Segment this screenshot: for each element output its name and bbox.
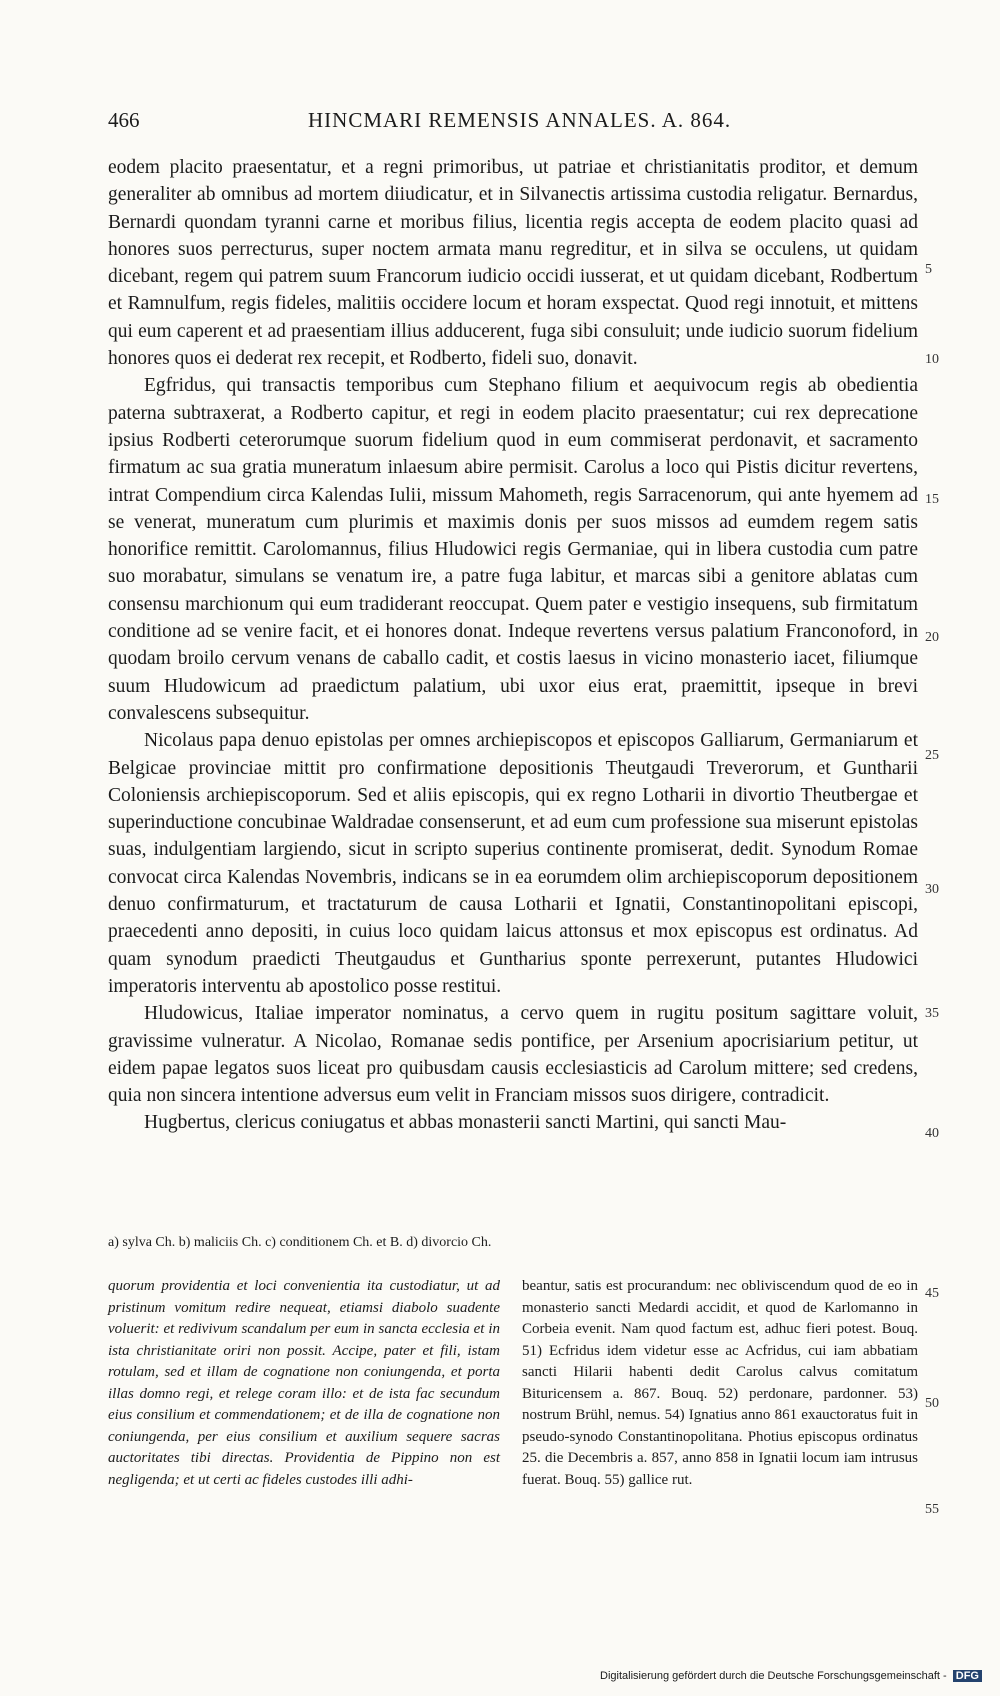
line-number: 15 (925, 492, 939, 507)
line-number: 10 (925, 352, 939, 367)
paragraph-4: Hludowicus, Italiae imperator nominatus, a cervo quem in rugitu positum sagittare voluit, gravissime vulneratur. A Nicolao, Romanae sedis pontifice, per Arsenium apocrisiarium petitur, ut eidem papae legatos suos liceat pro quibusdam causis ecclesiasticis ad Carolum mittere; sed credens, quia non sincera intentione adversus eum velit in Franciam missos suos dirigere, contradicit. (108, 1003, 918, 1107)
line-number: 50 (925, 1396, 939, 1411)
paragraph-1: eodem placito praesentatur, et a regni primoribus, ut patriae et christianitatis proditor, et demum generaliter ab omnibus ad mortem diiudicatur, et in Silvanectis artissima custodia religatur. Bernardus, Bernardi quondam tyranni carne et moribus filius, licentia regis accepta de eodem placito quasi ad honores suos perrecturus, super noctem armata manu regreditur, et in silva se occulens, ut quidam dicebant, regem qui patrem suum Francorum iudicio occidi iusserat, et ut quidam dicebant, Rodbertum et Ramnulfum, regis fideles, malitiis occidere locum et horam exspectat. Quod regi innotuit, et mittens qui eum caperent et ad praesentiam illius adducerent, fuga sibi consuluit; unde iudicio suorum fidelium honores quos ei dederat rex recepit, et Rodberto, fideli suo, donavit. (108, 157, 918, 370)
line-number: 25 (925, 748, 939, 763)
dfg-logo: DFG (953, 1670, 982, 1682)
note-text-right: beantur, satis est procurandum: nec obliviscendum quod de eo in monasterio sancti Medardi accidit, et quod de Karlomanno in Corbeia evenit. Nam quod factum est, adhuc fieri potest. Bouq. 51) Ecfridus idem videtur esse ac Acfridus, cui iam abbatiam sancti Hilarii habenti dedit Carolus calvus comitatum Bituricensem a. 867. Bouq. 52) perdonare, pardonner. 53) nostrum Brühl, nemus. 54) Ignatius anno 861 exauctoratus fuit in pseudo-synodo Constantinopolitana. Photius episcopus ordinatus 25. die Decembris a. 857, anno 858 in Ignatii locum iam intrusus fuerat. Bouq. 55) gallice rut. (522, 1278, 918, 1488)
running-header (108, 108, 918, 138)
variant-notes: a) sylva Ch. b) maliciis Ch. c) conditionem Ch. et B. d) divorcio Ch. (108, 1235, 492, 1250)
paragraph-5: Hugbertus, clericus coniugatus et abbas monasterii sancti Martini, qui sancti Mau- (144, 1112, 787, 1134)
running-title: HINCMARI REMENSIS ANNALES. A. 864. (308, 108, 732, 132)
line-number: 55 (925, 1502, 939, 1517)
notes-left-column (108, 1276, 500, 1491)
footer-credit-text: Digitalisierung gefördert durch die Deutsche Forschungsgemeinschaft - (600, 1670, 947, 1682)
line-number: 20 (925, 630, 939, 645)
paragraph-2: Egfridus, qui transactis temporibus cum Stephano filium et aequivocum regis ab obedientia paterna subtraxerat, a Rodberto capitur, et regi in eodem placito praesentatur; cui rex deprecatione ipsius Rodberti ceterorumque suorum fidelium quod in eum commiserat perdonavit, et sacramento firmatum ac sua gratia muneratum inlaesum abire permisit. Carolus a loco qui Pistis dicitur revertens, intrat Compendium circa Kalendas Iulii, missum Mahometh, regis Sarracenorum, qui ante hyemem ad se venerat, muneratum cum plurimis et maximis donis per suos missos ad eumdem regem satis honorifice remittit. Carolomannus, filius Hludowici regis Germaniae, qui in libera custodia cum patre suo morabatur, simulans se venatum ire, a patre fuga labitur, et marcas sibi a genitore ablatas cum consensu marchionum qui eum tradiderant reoccupat. Quem pater e vestigio insequens, sub firmitatum conditione ad se venire facit, et ei honores donat. Indeque revertens versus palatium Franconoford, in quodam broilo cervum venans de caballo cadit, et costis laesus in vicino monasterio iacet, filiumque suum Hludowicum ad praedictum palatium, ubi uxor eius erat, praemittit, ipseque in brevi convalescens subsequitur. (108, 375, 918, 724)
line-number: 45 (925, 1286, 939, 1301)
footer-credit (600, 1670, 982, 1682)
main-text (108, 154, 918, 1137)
line-number: 40 (925, 1126, 939, 1141)
page-number: 466 (108, 108, 140, 132)
line-number: 30 (925, 882, 939, 897)
line-number: 5 (925, 262, 932, 277)
paragraph-3: Nicolaus papa denuo epistolas per omnes archiepiscopos et episcopos Galliarum, Germaniarum et Belgicae provinciae mittit pro confirmatione depositionis Theutgaudi Treverorum, et Guntharii Coloniensis archiepiscoporum. Sed et aliis episcopis, qui ex regno Lotharii in divortio Theutbergae et superinductione concubinae Waldradae consenserunt, et ad eum cum professione sua miserunt epistolas suas, indulgentiam largiendo, sicut in scripto superius continente promiserat, dedit. Synodum Romae convocat circa Kalendas Novembris, indicans se in ea eorumdem olim archiepiscoporum depositionem denuo confirmaturum, et tractaturum de causa Lotharii et Ignatii, Constantinopolitani episcopi, praecedenti anno depositi, in cuius loco quidam laicus attonsus et mox episcopus est ordinatus. Ad quam synodum praedicti Theutgaudus et Guntharius sponte perrexerunt, putantes Hludowici imperatoris interventu ab apostolico posse restitui. (108, 730, 918, 997)
notes-right-column (522, 1276, 918, 1491)
line-number: 35 (925, 1006, 939, 1021)
note-text-left: quorum providentia et loci convenientia ita custodiatur, ut ad pristinum vomitum redire nequeat, etiamsi diabolo suadente voluerit: et redivivum scandalum per eum in sancta ecclesia et in ista christianitate oriri non possit. Accipe, pater et fili, istam rotulam, sed et illam de cognatione non coniungenda, et porta illas domno regi, et relege coram illo: et de ista fac secundum eius consilium et commendationem; et de illa de cognatione non coniungenda, per eius consilium et auxilium sequere sacras auctoritates tibi directas. Providentia de Pippino non est negligenda; et ut certi ac fideles custodes illi adhi- (108, 1278, 500, 1488)
